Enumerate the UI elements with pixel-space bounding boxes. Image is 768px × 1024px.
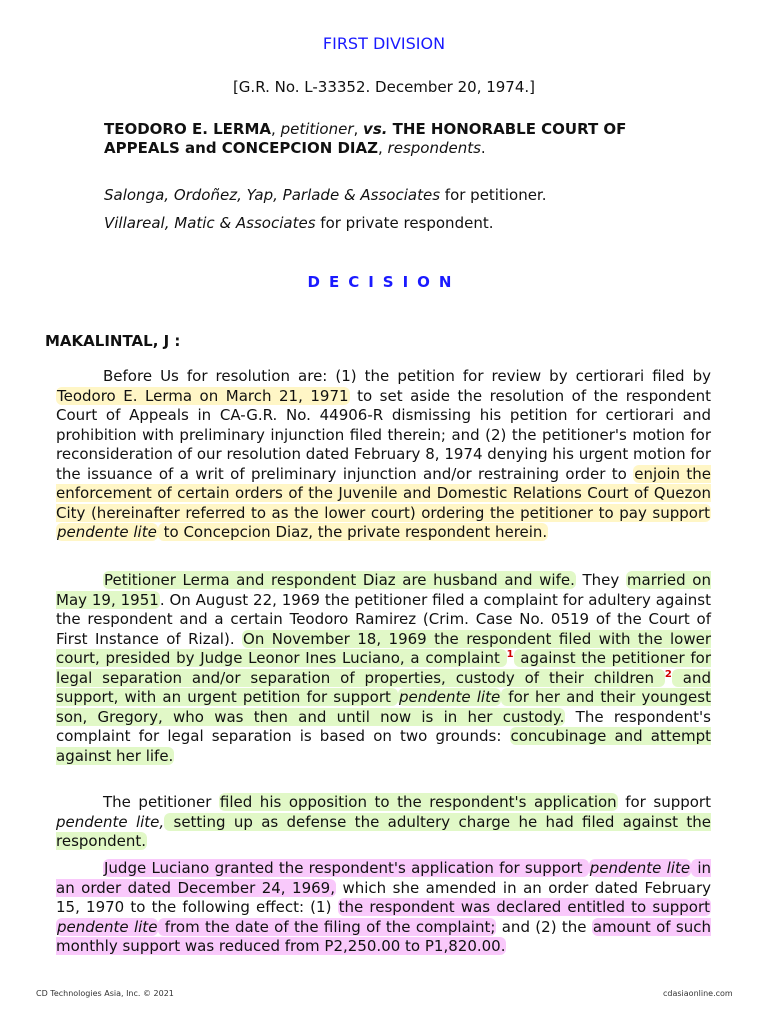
counsel-role: for petitioner.: [440, 186, 547, 204]
highlight-green-italic: pendente lite: [399, 688, 501, 706]
highlight-green: Petitioner Lerma and respondent Diaz are husband and wife.: [104, 571, 575, 589]
paragraph-3: [56, 793, 711, 852]
text-run: The respondent's complaint for legal separation is based on two grounds:: [56, 707, 711, 745]
text-run-italic: pendente lite,: [56, 812, 165, 831]
text-run: They: [575, 571, 626, 589]
footer-publisher: CD Technologies Asia, Inc. © 2021: [36, 989, 174, 998]
petitioner-name: TEODORO E. LERMA: [104, 120, 272, 138]
highlight-pink: amount of such monthly support was reduced from P2,250.00 to P1,820.00.: [56, 917, 711, 955]
ponente-label: MAKALINTAL, J :: [45, 332, 181, 350]
paragraph-2: [56, 571, 711, 766]
highlight-yellow: enjoin the enforcement of certain orders of the Juvenile and Domestic Relations Court of Quezon City (hereinafter referred to as the lower court) ordering the petitioner to pay support: [56, 464, 711, 522]
parties-separator: ,: [271, 120, 281, 138]
highlight-green: On November 18, 1969 the respondent filed with the lower court, presided by Judge Leonor Ines Luciano, a complaint: [56, 629, 711, 667]
highlight-green: married on May 19, 1951: [56, 571, 711, 609]
highlight-green: filed his opposition to the respondent's application: [219, 793, 617, 811]
counsel-role: for private respondent.: [315, 214, 494, 232]
highlight-green: against the petitioner for legal separation and/or separation of properties, custody of their children: [56, 649, 711, 687]
paragraph-4: [56, 859, 711, 957]
footnote-link-1[interactable]: 1: [506, 649, 514, 660]
parties-end: .: [480, 139, 486, 157]
highlight-pink: from the date of the filing of the complaint;: [159, 917, 496, 936]
highlight-pink: in an order dated December 24, 1969,: [56, 859, 711, 897]
text-run: The petitioner: [103, 793, 219, 811]
case-number: [G.R. No. L-33352. December 20, 1974.]: [232, 78, 536, 96]
counsel-firm: Villareal, Matic & Associates: [104, 214, 316, 232]
highlight-green: setting up as defense the adultery charge he had filed against the respondent.: [56, 812, 711, 850]
counsel-firm: Salonga, Ordoñez, Yap, Parlade & Associates: [104, 186, 441, 204]
counsel-respondent: [104, 214, 493, 232]
text-run: for support: [617, 793, 711, 811]
text-run: to set aside the resolution of the respondent Court of Appeals in CA-G.R. No. 44906-R dismissing his petition for certiorari and prohibition with preliminary injunction filed therein; and (2) the petitioner's motion for reconsideration of our resolution dated February 8, 1974 denying his urgent motion for the issuance of a writ of preliminary injunction and/or restraining order to: [56, 386, 711, 483]
counsel-petitioner: [104, 186, 547, 204]
highlight-pink-italic: pendente lite: [589, 859, 691, 877]
paragraph-1: [56, 367, 711, 543]
highlight-green: and support, with an urgent petition for support: [56, 668, 711, 706]
text-run: which she amended in an order dated February 15, 1970 to the following effect: (1): [56, 878, 711, 916]
petitioner-role: petitioner: [280, 120, 354, 138]
text-run: . On August 22, 1969 the petitioner filed a complaint for adultery against the respondent and a certain Teodoro Ramirez (Crim. Case No. 0519 of the Court of First Instance of Rizal).: [56, 590, 712, 648]
versus-label: vs.: [363, 120, 388, 138]
footer-website: cdasiaonline.com: [663, 989, 733, 998]
text-run: Before Us for resolution are: (1) the petition for review by certiorari filed by: [103, 367, 711, 385]
decision-heading: DECISION: [307, 273, 461, 291]
case-parties: [104, 120, 704, 158]
respondents-role: respondents: [387, 139, 481, 157]
respondents-names: THE HONORABLE COURT OF APPEALS and CONCEPCION DIAZ: [104, 120, 627, 157]
footnote-link-2[interactable]: 2: [664, 668, 672, 680]
highlight-yellow: to Concepcion Diaz, the private respondent herein.: [158, 523, 548, 541]
text-run: and (2) the: [496, 917, 592, 936]
parties-separator: ,: [353, 120, 364, 138]
highlight-green: concubinage and attempt against her life.: [56, 727, 711, 765]
highlight-green: for her and their youngest son, Gregory, who was then and until now is in her custody.: [56, 688, 711, 726]
highlight-pink: the respondent was declared entitled to support: [338, 898, 710, 916]
division-title: FIRST DIVISION: [322, 34, 446, 53]
highlight-pink-italic: pendente lite: [57, 917, 158, 936]
highlight-yellow: Teodoro E. Lerma on March 21, 1971: [57, 386, 349, 405]
parties-separator: ,: [378, 139, 388, 157]
highlight-pink: Judge Luciano granted the respondent's application for support: [104, 859, 588, 877]
highlight-yellow-italic: pendente lite: [57, 523, 157, 541]
